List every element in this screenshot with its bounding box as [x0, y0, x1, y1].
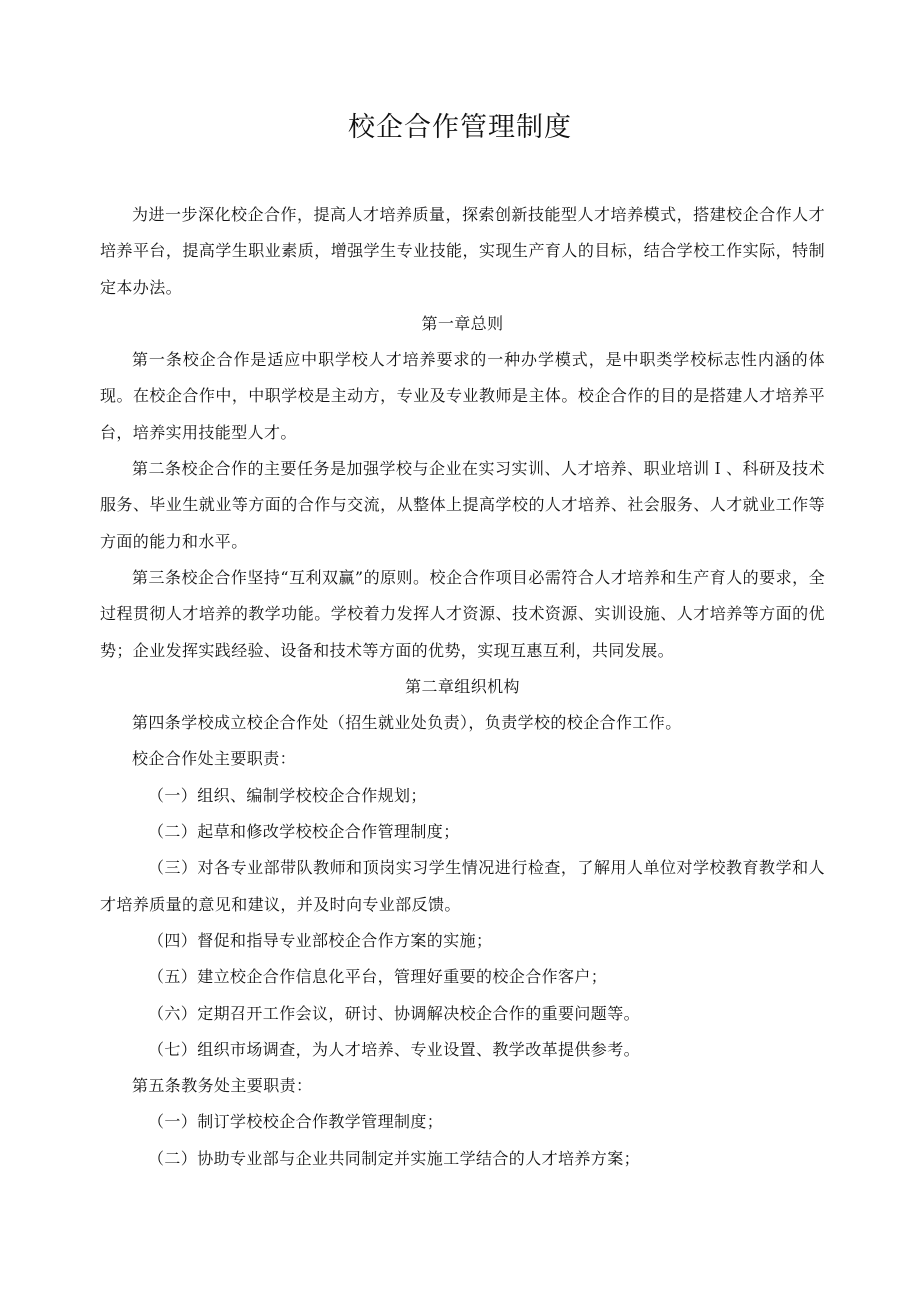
article-4: 第四条学校成立校企合作处（招生就业处负责），负责学校的校企合作工作。 — [132, 713, 682, 733]
duty-item-4: （四）督促和指导专业部校企合作方案的实施； — [148, 930, 493, 950]
article-5: 第五条教务处主要职责： — [132, 1076, 313, 1096]
document-title: 校企合作管理制度 — [348, 112, 572, 143]
duty-item-5: （五）建立校企合作信息化平台，管理好重要的校企合作客户； — [148, 967, 608, 987]
duty-item-3: （三）对各专业部带队教师和顶岗实习学生情况进行检查，了解用人单位对学校教育教学和人才培养质量的意见和建议，并及时向专业部反馈。 — [100, 858, 825, 914]
chapter-1-heading: 第一章总则 — [421, 313, 504, 333]
duty-item-2: （二）起草和修改学校校企合作管理制度； — [148, 822, 460, 842]
article-1: 第一条校企合作是适应中职学校人才培养要求的一种办学模式，是中职类学校标志性内涵的体现。在校企合作中，中职学校是主动方，专业及专业教师是主体。校企合作的目的是搭建人才培养平台，培养实用技能型人才。 — [100, 350, 825, 442]
duties-heading: 校企合作处主要职责： — [132, 749, 297, 769]
article-3: 第三条校企合作坚持“互利双赢”的原则。校企合作项目必需符合人才培养和生产育人的要求，全过程贯彻人才培养的教学功能。学校着力发挥人才资源、技术资源、实训设施、人才培养等方面的优势；企业发挥实践经验、设备和技术等方面的优势，实现互惠互利，共同发展。 — [100, 567, 825, 660]
intro-paragraph: 为进一步深化校企合作，提高人才培养质量，探索创新技能型人才培养模式，搭建校企合作人才培养平台，提高学生职业素质，增强学生专业技能，实现生产育人的目标，结合学校工作实际，特制定本办法。 — [100, 205, 825, 297]
chapter-2-heading: 第二章组织机构 — [405, 676, 520, 696]
document-body — [100, 197, 825, 1177]
article-5-item-1: （一）制订学校校企合作教学管理制度； — [148, 1112, 444, 1132]
duty-item-7: （七）组织市场调查，为人才培养、专业设置、教学改革提供参考。 — [148, 1039, 641, 1059]
article-2: 第二条校企合作的主要任务是加强学校与企业在实习实训、人才培养、职业培训Ｉ、科研及技术服务、毕业生就业等方面的合作与交流，从整体上提高学校的人才培养、社会服务、人才就业工作等方面的能力和水平。 — [100, 459, 825, 551]
article-5-item-2: （二）协助专业部与企业共同制定并实施工学结合的人才培养方案； — [148, 1148, 641, 1168]
duty-item-1: （一）组织、编制学校校企合作规划； — [148, 785, 427, 805]
duty-item-6: （六）定期召开工作会议，研讨、协调解决校企合作的重要问题等。 — [148, 1003, 641, 1023]
